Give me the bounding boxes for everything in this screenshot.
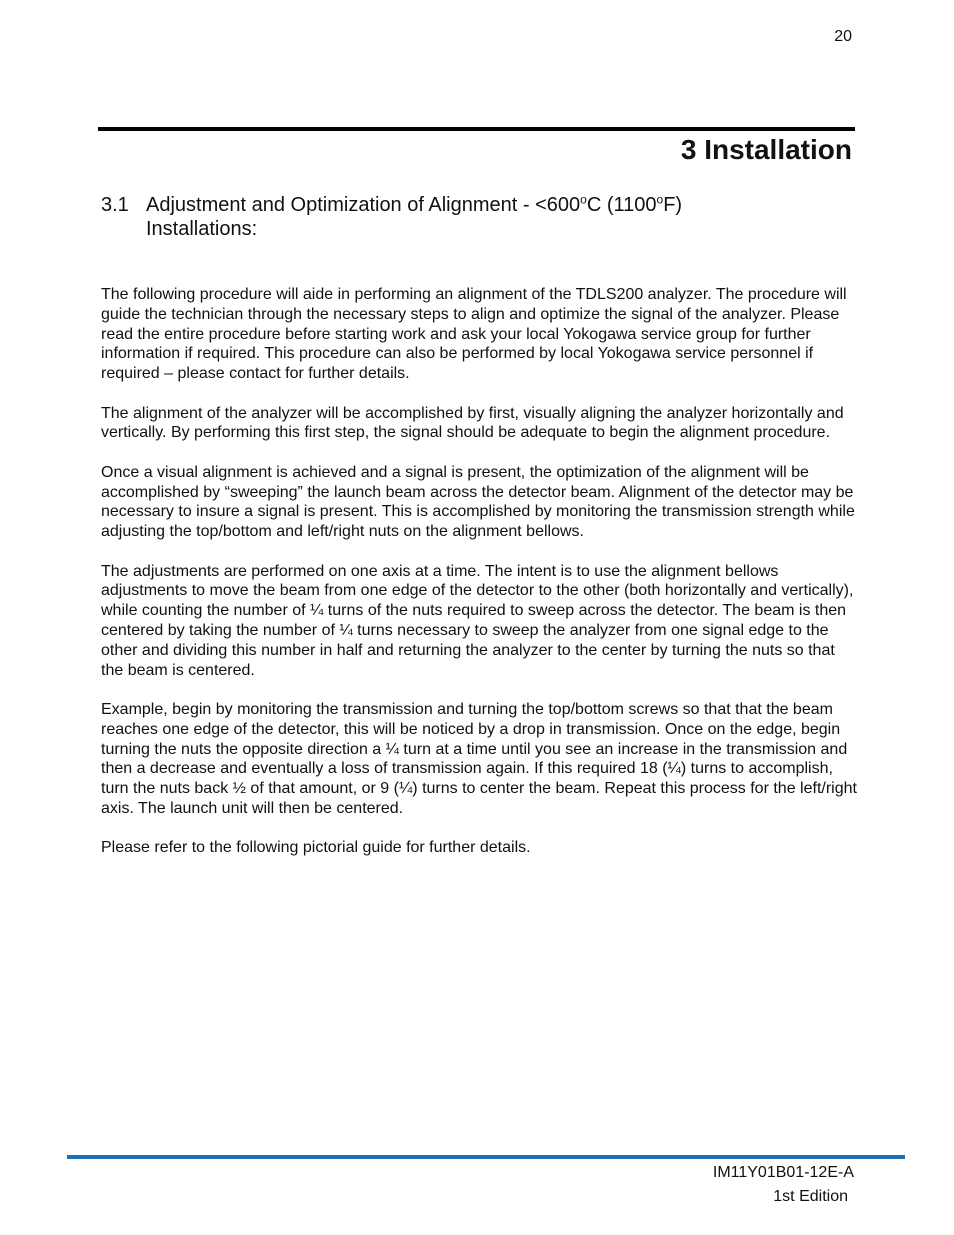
footer-doc-number: IM11Y01B01-12E-A (712, 1164, 854, 1181)
degree-symbol: o (580, 192, 587, 207)
paragraph: Example, begin by monitoring the transmission and turning the top/bottom screws so that that the beam reaches one edge of the detector, this will be noticed by a drop in transmission. Once on the edge, begin turning the nuts the opposite direction a ¼ turn at a time until you see an increase in the transmission and then a decrease and eventually a loss of transmission again. If this required 18 (¼) turns to accomplish, turn the nuts back ½ of that amount, or 9 (¼) turns to center the beam. Repeat this process for the left/right axis. The launch unit will then be centered. (101, 700, 857, 817)
section-number: 3.1 (101, 194, 129, 216)
body-text (101, 285, 861, 878)
paragraph: The adjustments are performed on one axis at a time. The intent is to use the alignment bellows adjustments to move the beam from one edge of the detector to the other (both horizontally and vertically), while counting the number of ¼ turns of the nuts required to sweep across the detector. The beam is then centered by taking the number of ¼ turns necessary to sweep the analyzer from one signal edge to the other and dividing this number in half and returning the analyzer to the center by turning the nuts so that the beam is centered. (101, 562, 854, 679)
section-title-part2: C (1100 (586, 194, 657, 216)
paragraph: The following procedure will aide in performing an alignment of the TDLS200 analyzer. The procedure will guide the technician through the necessary steps to align and optimize the signal of the analyzer. Please read the entire procedure before starting work and ask your local Yokogawa service group for further information if required. This procedure can also be performed by local Yokogawa service personnel if required – please contact for further details. (101, 286, 847, 383)
section-title-line2: Installations: (146, 218, 258, 240)
section-heading (101, 193, 861, 241)
chapter-title: 3 Installation (680, 134, 852, 165)
footer-edition: 1st Edition (773, 1188, 848, 1205)
paragraph: Please refer to the following pictorial guide for further details. (101, 839, 531, 857)
footer-rule (67, 1155, 905, 1159)
degree-symbol: o (656, 192, 664, 207)
section-title-part3: F) (663, 194, 683, 216)
section-title (146, 193, 682, 241)
paragraph: Once a visual alignment is achieved and a signal is present, the optimization of the alignment will be accomplished by “sweeping” the launch beam across the detector beam. Alignment of the detector may be necessary to insure a signal is present. This is accomplished by monitoring the transmission strength while adjusting the top/bottom and left/right nuts on the alignment bellows. (101, 463, 855, 541)
section-title-part1: Adjustment and Optimization of Alignment - <600 (146, 194, 581, 216)
page-number: 20 (834, 28, 852, 45)
paragraph: The alignment of the analyzer will be accomplished by first, visually aligning the analyzer horizontally and vertically. By performing this first step, the signal should be adequate to begin the alignment procedure. (101, 404, 844, 442)
